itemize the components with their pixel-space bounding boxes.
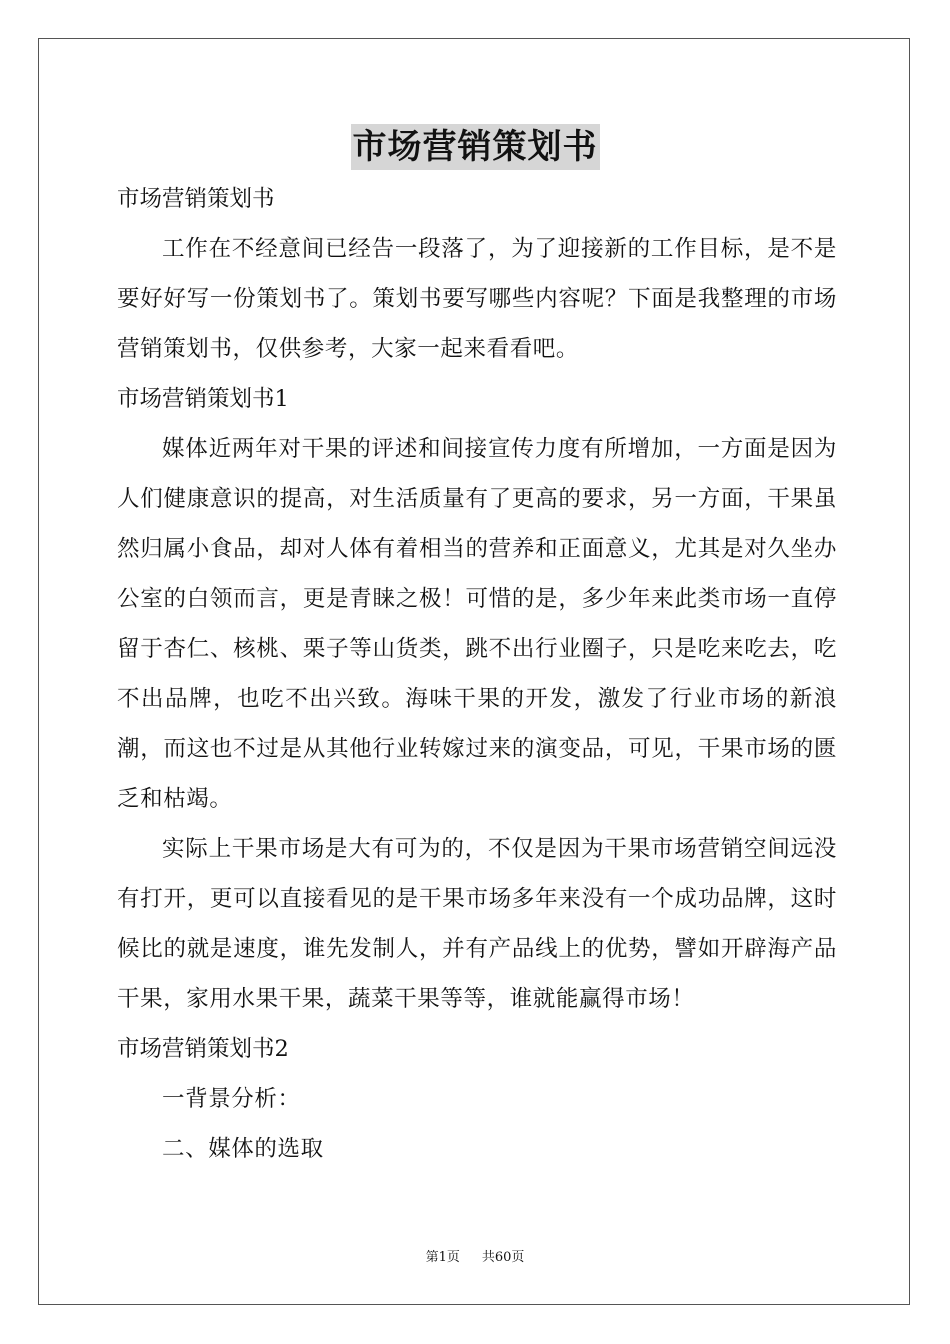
section1-paragraph-2: 实际上干果市场是大有可为的，不仅是因为干果市场营销空间远没有打开，更可以直接看见的是干果市场多年来没有一个成功品牌，这时候比的就是速度，谁先发制人，并有产品线上的优势，譬如开辟海产品干果，家用水果干果，蔬菜干果等等，谁就能赢得市场！ [117,836,837,1012]
document-body [117,174,837,1174]
title-wrap [0,124,950,170]
subtitle: 市场营销策划书 [117,186,275,212]
page-number: 第1页 [425,1250,460,1265]
section1-heading: 市场营销策划书1 [117,386,289,412]
document-title: 市场营销策划书 [351,124,600,170]
section2-item-1: 一背景分析： [162,1086,301,1112]
page-total: 共60页 [481,1250,525,1265]
section1-paragraph-1: 媒体近两年对干果的评述和间接宣传力度有所增加，一方面是因为人们健康意识的提高，对生活质量有了更高的要求，另一方面，干果虽然归属小食品，却对人体有着相当的营养和正面意义，尤其是对久坐办公室的白领而言，更是青睐之极！可惜的是，多少年来此类市场一直停留于杏仁、核桃、栗子等山货类，跳不出行业圈子，只是吃来吃去，吃不出品牌，也吃不出兴致。海味干果的开发，激发了行业市场的新浪潮，而这也不过是从其他行业转嫁过来的演变品，可见，干果市场的匮乏和枯竭。 [117,436,837,812]
intro-paragraph: 工作在不经意间已经告一段落了，为了迎接新的工作目标，是不是要好好写一份策划书了。策划书要写哪些内容呢？下面是我整理的市场营销策划书，仅供参考，大家一起来看看吧。 [117,236,837,362]
page-footer [0,1246,950,1265]
section2-heading: 市场营销策划书2 [117,1036,289,1062]
section2-item-2: 二、媒体的选取 [162,1136,324,1162]
